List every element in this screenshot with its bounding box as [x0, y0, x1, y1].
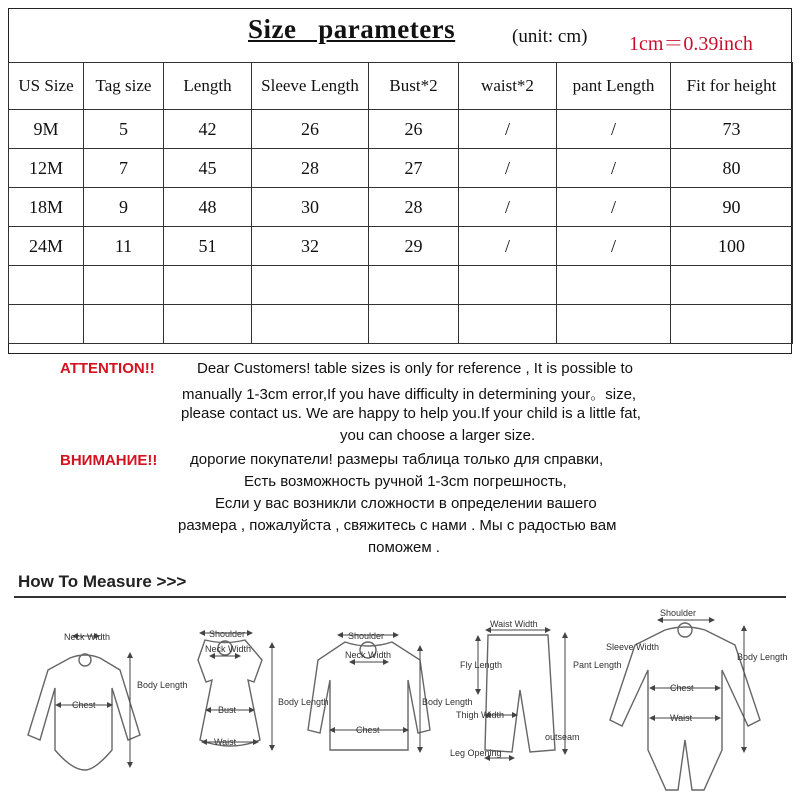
table-cell [671, 305, 793, 344]
chest-label: Chest [356, 725, 380, 735]
table-cell: 12M [9, 149, 84, 188]
column-header: Length [164, 63, 252, 110]
neck-width-label: Neck Width [64, 632, 111, 642]
thigh-width-label: Thigh Width [456, 710, 505, 720]
table-cell: 7 [84, 149, 164, 188]
table-row [9, 266, 793, 305]
table-cell [557, 305, 671, 344]
table-cell: 48 [164, 188, 252, 227]
table-cell [164, 266, 252, 305]
russian-line: поможем . [368, 539, 440, 556]
table-cell [671, 266, 793, 305]
table-cell: / [459, 188, 557, 227]
attention-line: you can choose a larger size. [340, 427, 536, 444]
table-row [9, 188, 793, 227]
table-cell: 100 [671, 227, 793, 266]
table-cell: 32 [252, 227, 369, 266]
waist-label: Waist [214, 737, 237, 747]
table-cell: 42 [164, 110, 252, 149]
table-cell: 51 [164, 227, 252, 266]
attention-line: Dear Customers! table sizes is only for reference , It is possible to [197, 360, 634, 377]
bust-label: Bust [218, 705, 237, 715]
table-cell: 26 [252, 110, 369, 149]
column-header: waist*2 [459, 63, 557, 110]
table-cell: / [459, 110, 557, 149]
table-row [9, 227, 793, 266]
table-cell: 28 [369, 188, 459, 227]
table-cell: / [557, 188, 671, 227]
table-cell [459, 266, 557, 305]
body-length-label: Body Length [422, 697, 473, 707]
table-cell: 80 [671, 149, 793, 188]
table-cell: / [459, 149, 557, 188]
table-cell [9, 266, 84, 305]
russian-attention-label: ВНИМАНИЕ!! [60, 452, 158, 469]
shoulder-label: Shoulder [660, 608, 697, 618]
table-cell: 5 [84, 110, 164, 149]
attention-label: ATTENTION!! [60, 360, 155, 377]
table-cell: 27 [369, 149, 459, 188]
column-header: Bust*2 [369, 63, 459, 110]
table-cell: 9 [84, 188, 164, 227]
table-cell [369, 305, 459, 344]
column-header: Tag size [84, 63, 164, 110]
table-cell: 90 [671, 188, 793, 227]
measurement-diagrams [0, 600, 800, 800]
table-cell: / [557, 227, 671, 266]
russian-line: Если у вас возникли сложности в определении вашего [215, 495, 597, 512]
bodysuit-diagram [28, 654, 140, 770]
table-row [9, 149, 793, 188]
table-cell [252, 305, 369, 344]
fly-length-label: Fly Length [460, 660, 503, 670]
russian-line: дорогие покупатели! размеры таблица только для справки, [190, 451, 604, 468]
table-cell: 9M [9, 110, 84, 149]
table-header-row [9, 63, 793, 110]
shoulder-label: Shoulder [209, 629, 246, 639]
table-cell: 11 [84, 227, 164, 266]
outseam-label: outseam [545, 732, 580, 742]
attention-line: please contact us. We are happy to help you.If your child is a little fat, [181, 405, 641, 422]
column-header: Fit for height [671, 63, 793, 110]
table-cell: 18M [9, 188, 84, 227]
divider [14, 596, 786, 598]
chest-label: Chest [72, 700, 96, 710]
table-row [9, 305, 793, 344]
table-cell: 26 [369, 110, 459, 149]
body-length-label: Body Length [278, 697, 329, 707]
unit-note: (unit: cm) [512, 26, 588, 47]
table-cell [84, 266, 164, 305]
leg-opening-label: Leg Opening [450, 748, 502, 758]
how-to-measure-heading: How To Measure >>> [18, 572, 187, 591]
table-cell: 30 [252, 188, 369, 227]
conversion-note: 1cm＝0.39inch [629, 33, 753, 55]
body-length-label: Body Length [137, 680, 188, 690]
table-cell: 24M [9, 227, 84, 266]
table-cell [9, 305, 84, 344]
table-cell [84, 305, 164, 344]
neck-width-label: Neck Width [345, 650, 392, 660]
neck-width-label: Neck Width [205, 644, 252, 654]
table-cell [459, 305, 557, 344]
waist-label: Waist [670, 713, 693, 723]
body-length-label: Body Length [737, 652, 788, 662]
table-cell: 73 [671, 110, 793, 149]
russian-line: Есть возможность ручной 1-3cm погрешность, [244, 473, 567, 490]
pant-length-label: Pant Length [573, 660, 622, 670]
table-cell: 45 [164, 149, 252, 188]
column-header: US Size [9, 63, 84, 110]
table-cell: 29 [369, 227, 459, 266]
waist-width-label: Waist Width [490, 619, 538, 629]
column-header: Sleeve Length [252, 63, 369, 110]
shoulder-label: Shoulder [348, 631, 385, 641]
table-cell [164, 305, 252, 344]
table-cell [252, 266, 369, 305]
chart-title: Size parameters [248, 14, 456, 44]
table-cell: 28 [252, 149, 369, 188]
table-cell: / [557, 149, 671, 188]
table-row [9, 110, 793, 149]
table-cell [369, 266, 459, 305]
russian-line: размера , пожалуйста , свяжитесь с нами . Мы с радостью вам [178, 517, 617, 534]
attention-line: manually 1-3cm error,If you have difficulty in determining your。size, [182, 386, 637, 403]
sleeve-width-label: Sleeve Width [606, 642, 660, 652]
table-cell: / [459, 227, 557, 266]
chest-label: Chest [670, 683, 694, 693]
size-table [8, 62, 793, 344]
table-cell [557, 266, 671, 305]
table-cell: / [557, 110, 671, 149]
column-header: pant Length [557, 63, 671, 110]
